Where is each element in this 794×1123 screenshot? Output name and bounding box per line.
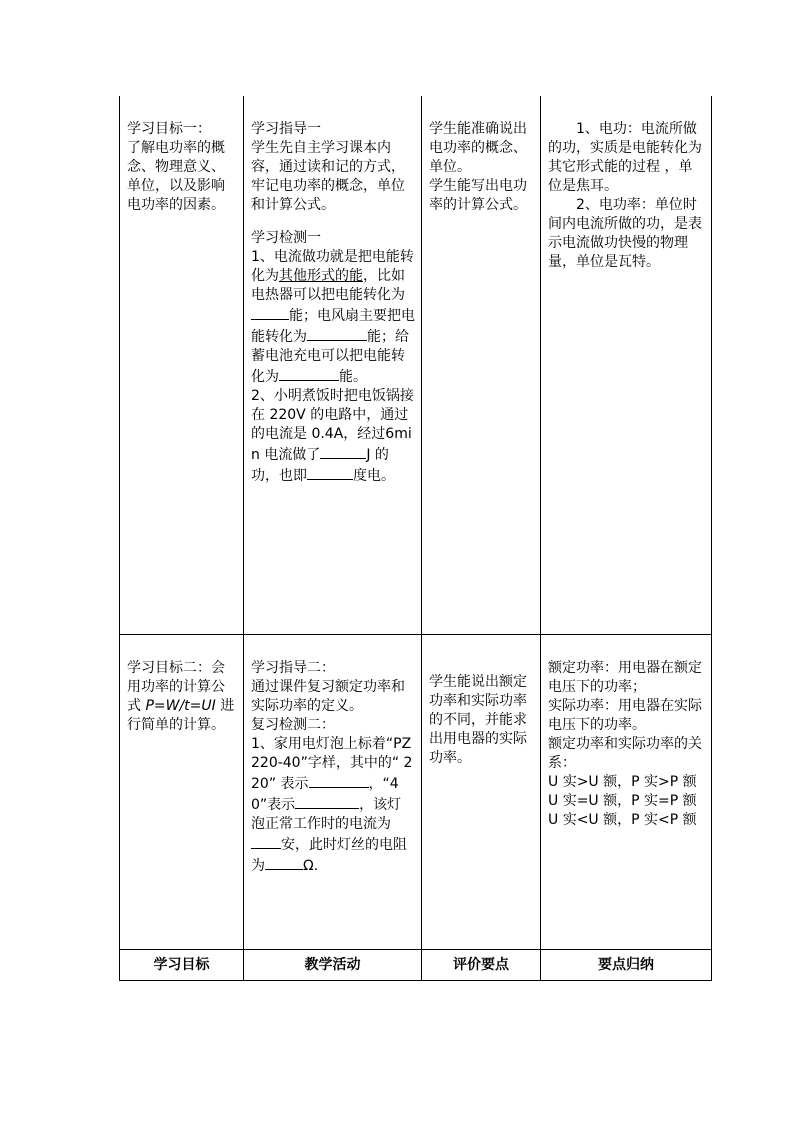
evaluation-text: 学生能写出电功率的计算公式。 <box>429 178 527 213</box>
check-title: 学习检测一 <box>251 230 321 246</box>
objective-text: 了解电功率的概念、物理意义、单位，以及影响电功率的因素。 <box>127 140 225 213</box>
answer-blank <box>320 444 366 459</box>
table-row <box>120 96 712 635</box>
check-title: 复习检测二： <box>251 717 335 733</box>
guide-text: 学生先自主学习课本内容，通过读和记的方式，牢记电功率的概念，单位和计算公式。 <box>251 140 405 213</box>
evaluation-cell-1 <box>422 96 541 635</box>
summary-text: 1、电功：电流所做的功，实质是电能转化为其它形式能的过程 ，单位是焦耳。 <box>548 121 702 194</box>
summary-text: 实际功率：用电器在实际电压下的功率。 <box>548 698 702 733</box>
guide-title: 学习指导一 <box>251 121 321 137</box>
summary-text: U 实=U 额，P 实=P 额 <box>548 793 697 809</box>
objective-cell-2 <box>120 635 244 950</box>
power-formula: P=W/t=UI <box>145 698 216 714</box>
answer-blank <box>265 855 303 870</box>
summary-text: 额定功率和实际功率的关系： <box>548 736 702 771</box>
table-row <box>120 635 712 950</box>
guide-title: 学习指导二： <box>251 660 335 676</box>
activity-cell-2 <box>244 635 422 950</box>
answer-blank <box>295 794 359 809</box>
answer-blank <box>279 366 339 381</box>
objective-text: 学习目标二：会用功率的计算公式 P=W/t=UI 进行简单的计算。 <box>127 660 235 733</box>
header-row <box>120 950 712 981</box>
summary-text: 2、电功率：单位时间内电流所做的功，是表示电流做功快慢的物理量，单位是瓦特。 <box>548 197 702 270</box>
answer-blank <box>307 465 353 480</box>
answer-blank <box>251 834 281 849</box>
answer-blank <box>251 305 289 320</box>
summary-text: U 实<U 额，P 实<P 额 <box>548 812 697 828</box>
summary-text: 额定功率：用电器在额定电压下的功率； <box>548 660 702 695</box>
activity-cell-1 <box>244 96 422 635</box>
answer-blank <box>307 326 367 341</box>
underlined-answer: 其他形式的能 <box>279 268 363 284</box>
objective-cell-1 <box>120 96 244 635</box>
question-2: 2、小明煮饭时把电饭锅接在 220V 的电路中，通过的电流是 0.4A，经过6min 电流做了 J 的功，也即 度电。 <box>251 388 414 484</box>
summary-cell-2 <box>541 635 712 950</box>
summary-cell-1 <box>541 96 712 635</box>
evaluation-text: 学生能准确说出电功率的概念、单位。 <box>429 121 527 175</box>
question-1: 1、电流做功就是把电能转化为其他形式的能，比如电热器可以把电能转化为能；电风扇主要把电能转化为 能；给蓄电池充电可以把电能转化为 能。 <box>251 249 415 385</box>
header-evaluation: 评价要点 <box>422 950 541 981</box>
header-summary: 要点归纳 <box>541 950 712 981</box>
evaluation-cell-2 <box>422 635 541 950</box>
question-1: 1、家用电灯泡上标着“PZ220-40”字样，其中的“ 220” 表示 ，“40”表示 ，该灯泡正常工作时的电流为安，此时灯丝的电阻为 Ω. <box>251 736 413 874</box>
answer-blank <box>309 773 369 788</box>
summary-text: U 实>U 额，P 实>P 额 <box>548 774 697 790</box>
evaluation-text: 学生能说出额定功率和实际功率的不同，并能求出用电器的实际功率。 <box>429 674 527 766</box>
guide-text: 通过课件复习额定功率和实际功率的定义。 <box>251 679 405 714</box>
lesson-plan-table <box>119 96 712 981</box>
header-objective: 学习目标 <box>120 950 244 981</box>
objective-title: 学习目标一： <box>127 121 211 137</box>
header-activity: 教学活动 <box>244 950 422 981</box>
